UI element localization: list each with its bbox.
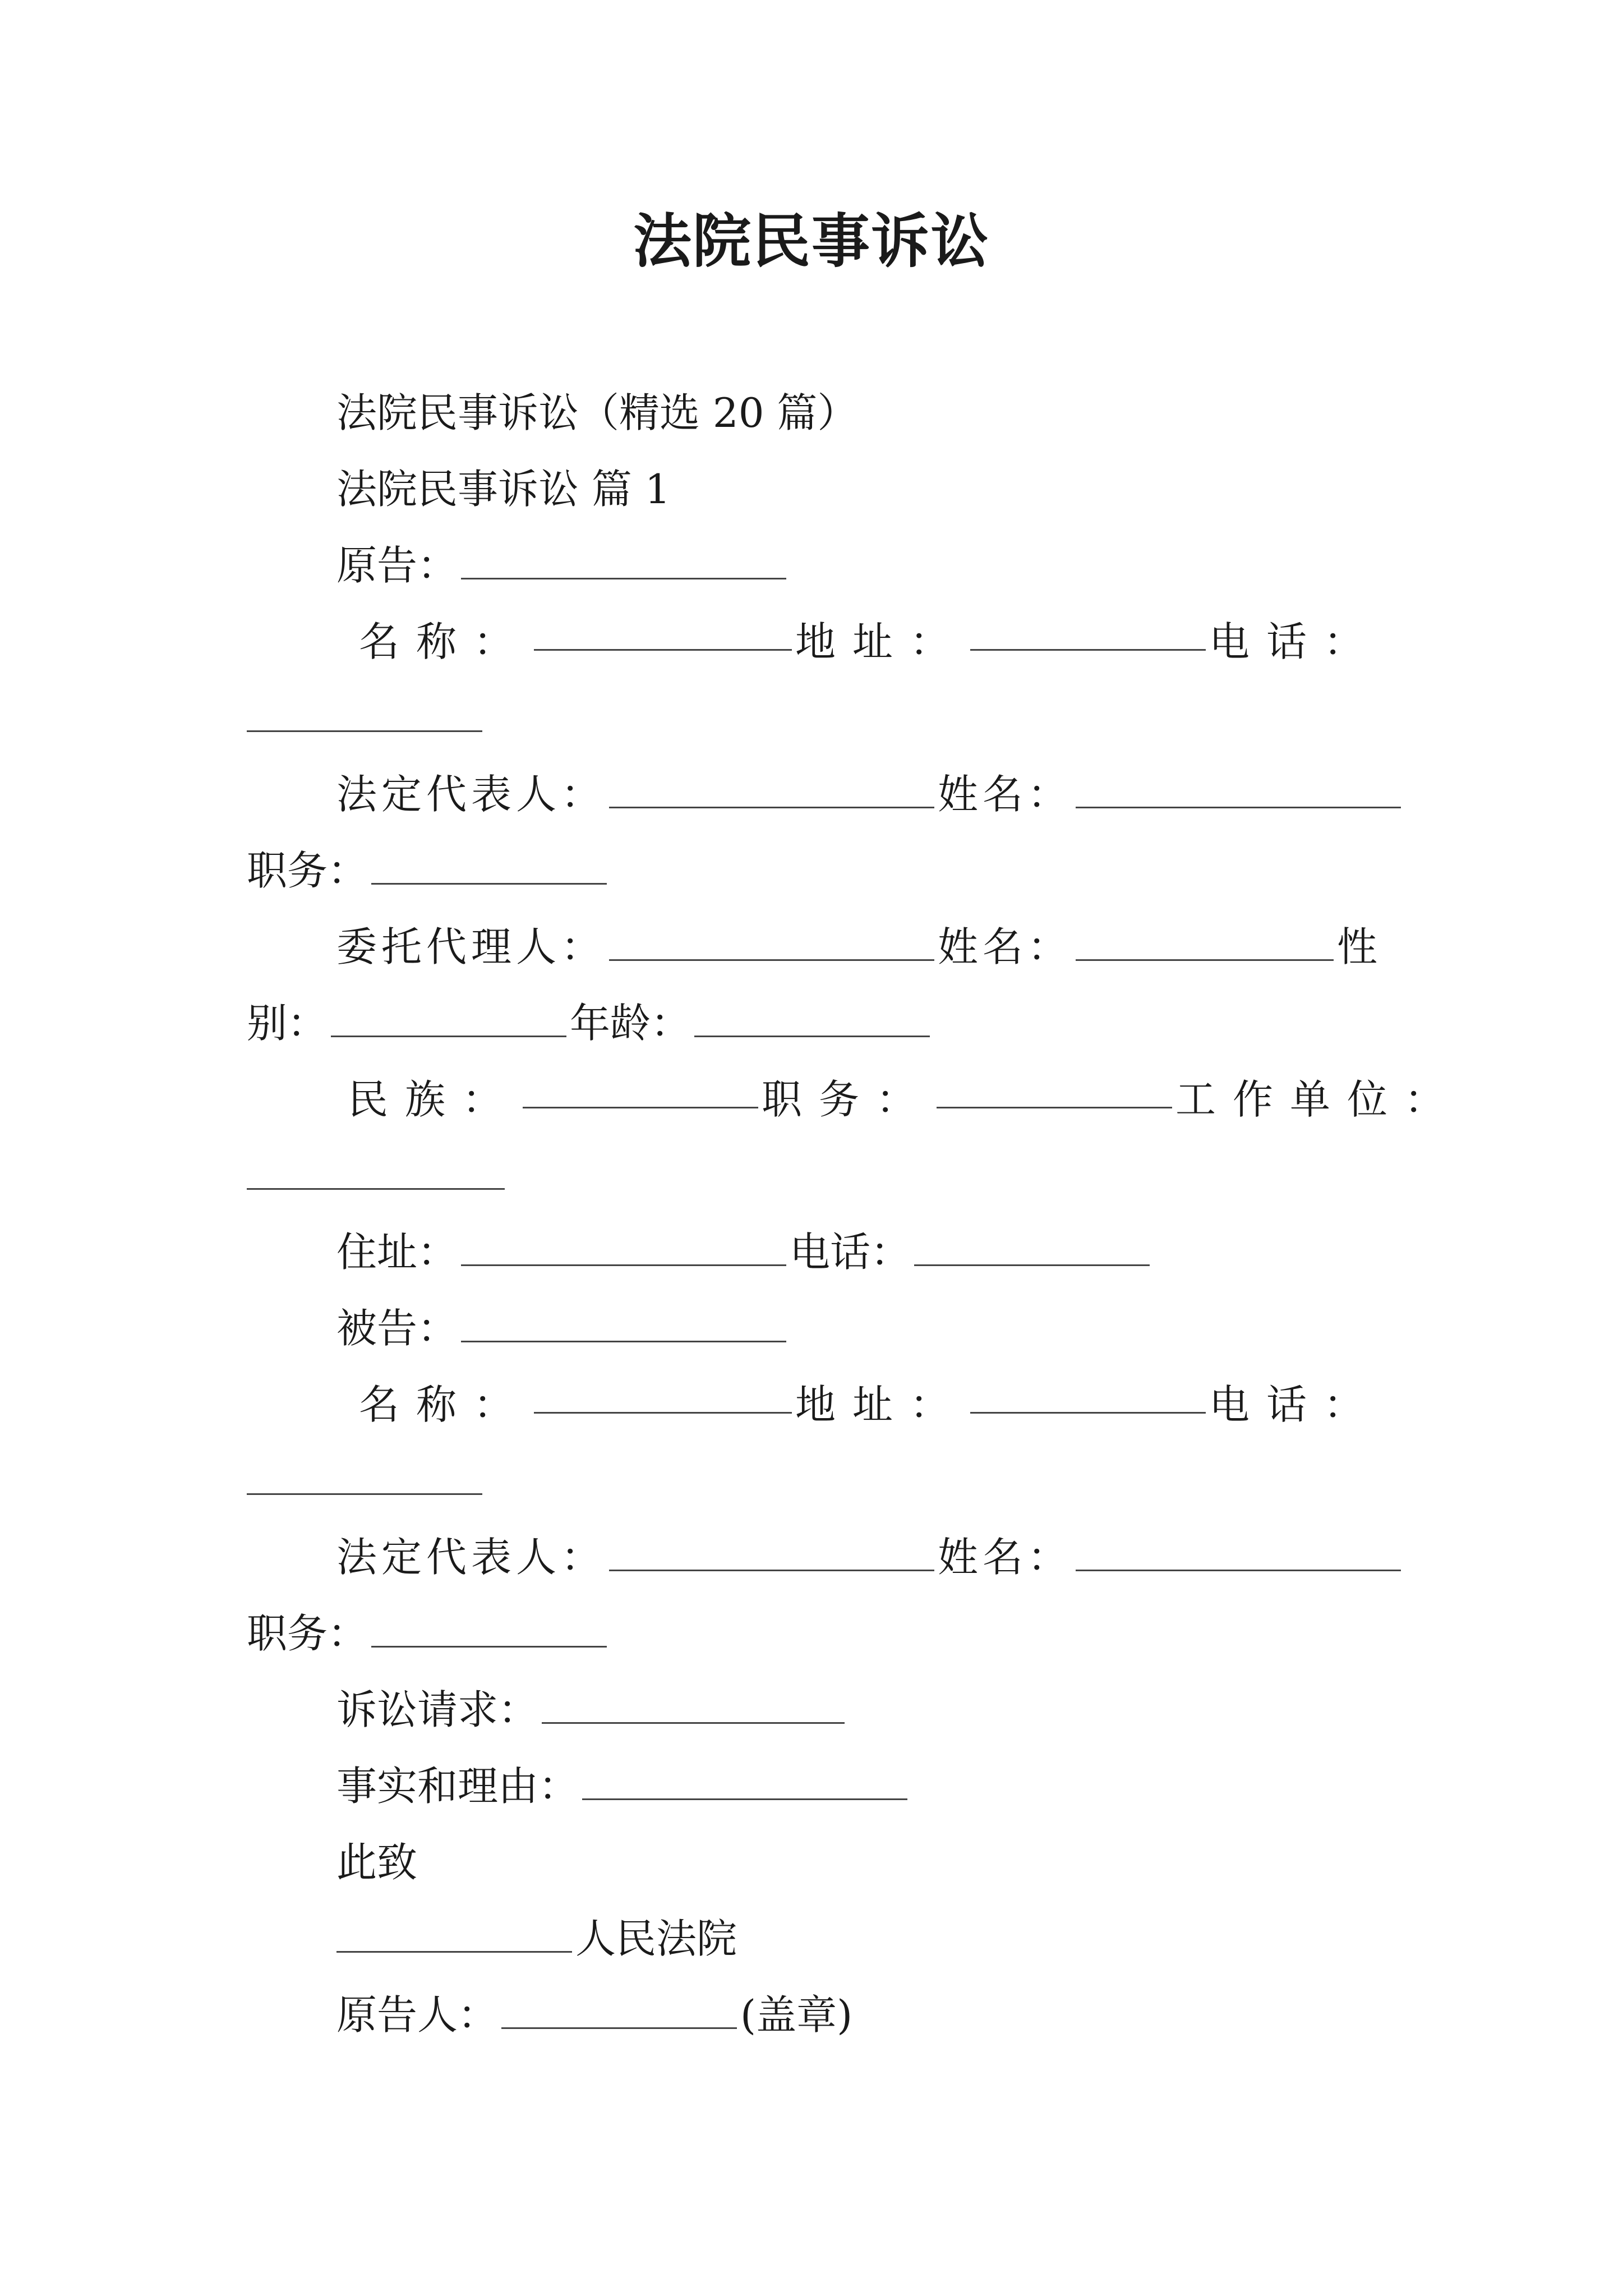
closing-text: 此致 [336,1839,418,1886]
defendant-label: 被告： [336,1305,458,1352]
defendant-address-blank[interactable] [970,1396,1206,1414]
agent-employer-label: 工作单位： [1175,1076,1462,1123]
claims-request-line [336,1678,1391,1741]
defendant-address-label: 地址： [795,1381,967,1428]
defendant-rep-blank[interactable] [609,1554,934,1571]
defendant-rep-name-blank[interactable] [1076,1554,1401,1571]
section-heading [336,458,1391,521]
agent-phone-blank[interactable] [914,1249,1150,1266]
plaintiff-rep-name-label: 姓名： [938,771,1073,818]
agent-sex-blank[interactable] [331,1020,566,1037]
defendant-name-label: 名称： [359,1381,531,1428]
defendant-rep-label: 法定代表人： [336,1534,606,1581]
agent-ethnicity-blank[interactable] [523,1091,758,1108]
agent-name-label: 姓名： [938,923,1073,970]
defendant-blank[interactable] [461,1325,786,1342]
claims-facts-label: 事实和理由： [336,1763,579,1810]
defendant-position-line [247,1602,1301,1665]
plaintiff-rep-name-blank[interactable] [1076,791,1401,808]
section-heading-text: 法院民事诉讼 篇 1 [336,466,671,513]
defendant-name-line [359,1373,1381,1436]
defendant-name-blank[interactable] [534,1396,792,1414]
signer-line [336,1984,1391,2046]
plaintiff-rep-blank[interactable] [609,791,934,808]
claims-facts-line [336,1755,1391,1818]
defendant-line [336,1297,1391,1360]
defendant-position-blank[interactable] [371,1630,607,1648]
seal-label: (盖章) [740,1991,853,2039]
plaintiff-phone-continuation [247,687,1301,749]
plaintiff-rep-line [336,763,1391,826]
plaintiff-name-blank[interactable] [534,633,792,651]
plaintiff-line [336,534,1391,597]
agent-residence-line [336,1221,1391,1283]
plaintiff-blank[interactable] [461,562,786,579]
defendant-rep-name-label: 姓名： [938,1534,1073,1581]
signer-blank[interactable] [501,2012,737,2029]
agent-sex-age-line [247,992,1301,1055]
agent-age-label: 年龄： [570,1000,691,1047]
plaintiff-address-blank[interactable] [970,633,1206,651]
agent-position-label: 职务： [762,1076,934,1123]
defendant-rep-line [336,1526,1391,1589]
agent-age-blank[interactable] [694,1020,930,1037]
plaintiff-phone-blank[interactable] [247,715,482,732]
signer-label: 原告人： [336,1991,499,2039]
agent-residence-blank[interactable] [461,1249,786,1266]
document-subtitle [336,381,1391,444]
claims-request-label: 诉讼请求： [336,1686,539,1733]
agent-line [336,915,1391,978]
plaintiff-rep-label: 法定代表人： [336,771,606,818]
plaintiff-position-label: 职务： [247,847,368,894]
plaintiff-position-line [247,839,1301,902]
closing-line [336,1831,1391,1894]
plaintiff-position-blank[interactable] [371,867,607,885]
agent-name-blank[interactable] [1076,944,1334,961]
plaintiff-label: 原告： [336,542,458,589]
court-line [336,1907,1391,1970]
defendant-phone-continuation [247,1450,1301,1512]
agent-ethnicity-line [348,1068,1462,1131]
agent-sex-label-a: 性 [1337,923,1382,970]
agent-phone-label: 电话： [790,1228,911,1276]
defendant-position-label: 职务： [247,1610,368,1657]
defendant-phone-label: 电话： [1209,1381,1381,1428]
plaintiff-name-label: 名称： [359,618,531,665]
plaintiff-address-label: 地址： [795,618,967,665]
court-label: 人民法院 [575,1915,737,1962]
document-title: 法院民事诉讼 [633,206,990,275]
plaintiff-name-line [359,610,1381,673]
subtitle-text: 法院民事诉讼（精选 20 篇） [336,389,858,436]
agent-blank[interactable] [609,944,934,961]
agent-employer-blank[interactable] [247,1172,505,1190]
agent-label: 委托代理人： [336,923,606,970]
agent-residence-label: 住址： [336,1228,458,1276]
agent-position-blank[interactable] [937,1091,1172,1108]
claims-facts-blank[interactable] [582,1783,907,1800]
agent-sex-label-b: 别： [247,1000,328,1047]
court-blank[interactable] [336,1935,572,1953]
claims-request-blank[interactable] [542,1706,845,1724]
agent-employer-continuation [247,1144,1301,1207]
agent-ethnicity-label: 民族： [348,1076,520,1123]
defendant-phone-blank[interactable] [247,1478,482,1495]
plaintiff-phone-label: 电话： [1209,618,1381,665]
